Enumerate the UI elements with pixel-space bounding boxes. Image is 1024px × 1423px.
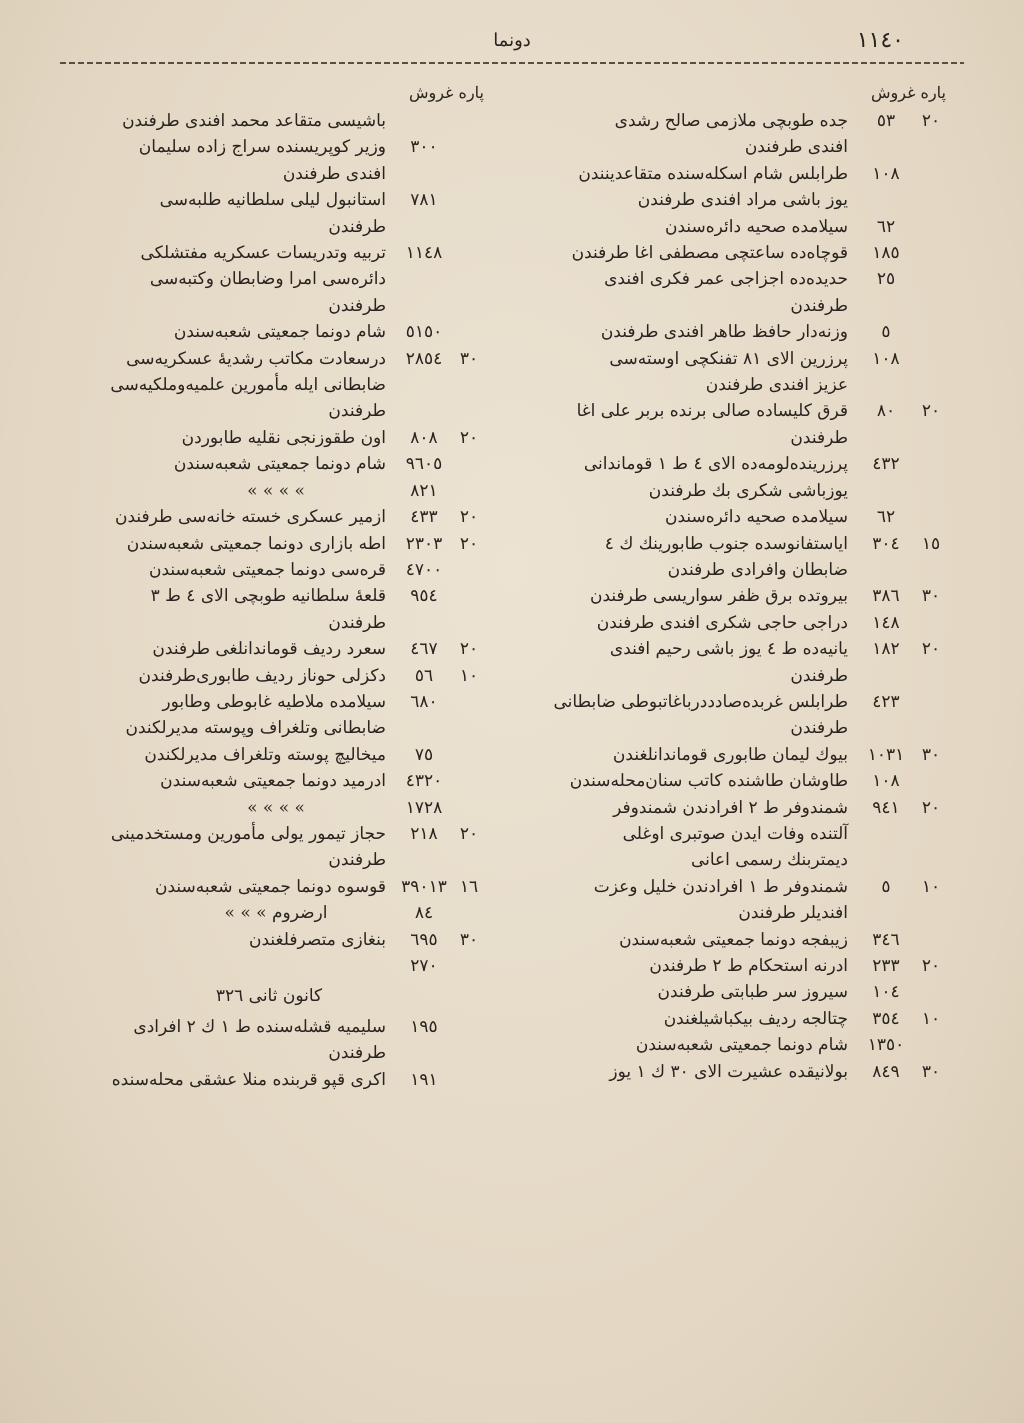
ledger-entry — [516, 636, 946, 689]
entry-line: پرزرین الای ٨١ تفنکچی اوسته‌سی — [609, 348, 848, 369]
kurus-amount: ٣٠٠ — [410, 137, 438, 158]
kurus-amount: ١٨٥ — [872, 243, 900, 264]
entry-line: جده طوبچی ملازمی صالح رشدی — [614, 111, 848, 131]
entry-line: ضابطان وافرادی طرفندن — [667, 559, 848, 580]
kurus-amount: ٢٥ — [876, 269, 896, 290]
ledger-entry — [516, 795, 946, 874]
kurus-amount: ٢٨٥٤ — [405, 348, 443, 369]
entry-text — [516, 636, 856, 689]
entry-line: طاوشان طاشنده کاتب سنان‌محله‌سندن — [569, 771, 848, 792]
para-amount: ٢٠ — [921, 111, 941, 131]
entry-line: دراجی حاجی شکری افندی طرفندن — [596, 612, 848, 633]
para-amount: ٣٠ — [459, 929, 479, 950]
ledger-entry — [54, 768, 484, 794]
ledger-entry — [516, 768, 946, 794]
entry-line: افندی طرفندن — [282, 163, 386, 184]
kurus-amount: ١٠٨ — [872, 163, 900, 184]
entry-line: تربیه وتدریسات عسکریه مفتشلکی — [140, 243, 386, 264]
entry-line: شمندوفر ط ١ افرادندن خلیل وعزت — [593, 876, 848, 897]
ledger-entry — [54, 478, 484, 504]
entry-line: شمندوفر ط ٢ افرادندن شمندوفر — [613, 797, 848, 818]
para-amount: ٢٠ — [921, 401, 941, 422]
page-header — [60, 28, 964, 62]
ledger-entry — [516, 1059, 946, 1085]
ditto-marks: ارضروم » » » — [224, 903, 328, 924]
ledger-entry — [516, 610, 946, 636]
entry-text — [516, 768, 856, 794]
ledger-entry — [516, 398, 946, 451]
kurus-amount: ٤٦٧ — [410, 639, 438, 660]
entry-line: طرفندن — [328, 850, 386, 871]
kurus-amount: ٦٢ — [876, 507, 896, 528]
entry-text — [516, 953, 856, 979]
ledger-entry — [54, 108, 484, 134]
ledger-entry — [54, 953, 484, 979]
kurus-amount: ٨٤٩ — [872, 1061, 900, 1082]
entry-text — [54, 636, 394, 662]
entry-line: استانبول لیلی سلطانیه طلبه‌سی — [159, 190, 386, 211]
kurus-amount: ٩٦٠٥ — [405, 454, 443, 475]
entry-line: قوسوه دونما جمعیتی شعبه‌سندن — [154, 876, 386, 897]
para-amount: ١٦ — [459, 876, 479, 897]
ledger-entry — [516, 1032, 946, 1058]
ditto-marks: » » » » — [247, 480, 305, 501]
kurus-amount: ١٧٢٨ — [405, 797, 443, 818]
entry-line: سیلامده صحیه دائره‌سندن — [664, 507, 848, 528]
entry-line: اون طقوزنجی نقلیه طابوردن — [181, 427, 386, 448]
page-number: ١١٤٠ — [856, 28, 904, 53]
entry-line: یوز باشی مراد افندی طرفندن — [637, 190, 848, 211]
kurus-amount: ٩٥٤ — [410, 586, 438, 607]
entry-text — [54, 689, 394, 742]
kurus-amount: ٢٣٠٣ — [405, 533, 443, 554]
entry-text — [54, 531, 394, 557]
para-amount: ١٠ — [921, 876, 941, 897]
entry-line: طرفندن — [328, 612, 386, 633]
ledger-entry — [516, 504, 946, 530]
entry-line: ازمیر عسکری خسته خانه‌سی طرفندن — [115, 507, 386, 528]
ledger-entry — [54, 134, 484, 187]
entry-text — [54, 134, 394, 187]
entry-line: اکری قپو قربنده منلا عشقی محله‌سنده — [111, 1069, 386, 1090]
entry-line: طرفندن — [790, 665, 848, 686]
kurus-amount: ١٠٤ — [872, 982, 900, 1003]
entry-text — [516, 214, 856, 240]
entry-line: ایاستفانوسده جنوب طابورینك ك ٤ — [604, 533, 848, 554]
left-column — [54, 80, 484, 1093]
entry-line: اطه بازاری دونما جمعیتی شعبه‌سندن — [126, 533, 386, 554]
kurus-amount: ٨٠٨ — [410, 427, 438, 448]
entry-text — [54, 557, 394, 583]
entry-line: ضابطانی وتلغراف وپوسته مدیرلکندن — [125, 718, 386, 739]
entry-line: حدیده‌ده اجزاجی عمر فکری افندی — [604, 269, 848, 290]
kurus-amount: ٩٤١ — [872, 797, 900, 818]
entry-text — [54, 425, 394, 451]
ledger-entry — [54, 504, 484, 530]
kurus-amount: ١٠٣١ — [867, 744, 905, 765]
ledger-entry — [54, 927, 484, 953]
para-amount: ٢٠ — [921, 639, 941, 660]
entry-line: قلعهٔ سلطانیه طوبچی الای ٤ ط ٣ — [150, 586, 386, 607]
entry-text — [54, 346, 394, 425]
ledger-entry — [54, 1014, 484, 1067]
entry-line: افندی طرفندن — [744, 137, 848, 158]
ledger-entry — [54, 663, 484, 689]
entry-text — [516, 1006, 856, 1032]
para-amount: ١٠ — [459, 665, 479, 686]
ledger-entry — [516, 451, 946, 504]
entry-line: قوچاه‌ده ساعتچی مصطفی اغا طرفندن — [571, 243, 848, 264]
entry-text — [54, 874, 394, 900]
entry-text — [516, 346, 856, 399]
entry-line: آلتنده وفات ایدن صوتبری اوغلی — [622, 823, 848, 844]
ledger-entry — [516, 689, 946, 742]
entry-text — [54, 504, 394, 530]
entry-text — [516, 504, 856, 530]
entry-text — [516, 266, 856, 319]
entry-line: وزنه‌دار حافظ طاهر افندی طرفندن — [600, 322, 848, 343]
ledger-entry — [516, 266, 946, 319]
kurus-amount: ٣٠٤ — [872, 533, 900, 554]
ledger-entry — [54, 346, 484, 425]
entry-line: بولانیقده عشیرت الای ٣٠ ك ١ یوز — [609, 1061, 848, 1082]
ledger-entry — [516, 1006, 946, 1032]
entry-line: دیمتربنك رسمی اعانی — [690, 850, 848, 871]
kurus-amount: ١٨٢ — [872, 639, 900, 660]
entry-line: طرفندن — [790, 718, 848, 739]
ledger-entry — [516, 742, 946, 768]
ledger-entry — [54, 742, 484, 768]
ledger-entry — [516, 214, 946, 240]
kurus-amount: ٥٦ — [414, 665, 434, 686]
entry-text — [54, 1067, 394, 1093]
kurus-amount: ١٩١ — [410, 1069, 438, 1090]
kurus-amount: ٥ — [881, 322, 891, 343]
ditto-marks: » » » » — [247, 797, 305, 818]
kurus-amount: ٦٩٥ — [410, 929, 438, 950]
entry-text — [516, 689, 856, 742]
entry-text — [54, 821, 394, 874]
entry-line: وزیر کوپریسنده سراج زاده سلیمان — [138, 137, 386, 158]
ledger-entry — [516, 583, 946, 609]
para-amount: ٣٠ — [921, 744, 941, 765]
entry-line: حجاز تیمور یولی مأمورین ومستخدمینی — [110, 823, 386, 844]
ledger-entry — [516, 531, 946, 584]
entry-line: شام دونما جمعیتی شعبه‌سندن — [173, 322, 386, 343]
ledger-entry — [54, 451, 484, 477]
entry-line: میخالیچ پوسته وتلغراف مدیرلکندن — [144, 744, 386, 765]
entry-line: قرق کلیساده صالی برنده بربر علی اغا — [576, 401, 848, 422]
entry-line: طرفندن — [790, 427, 848, 448]
entry-line: بیروتده برق ظفر سواریسی طرفندن — [589, 586, 848, 607]
entry-text — [516, 398, 856, 451]
para-amount: ٣٠ — [921, 1061, 941, 1082]
entry-text — [516, 795, 856, 874]
entry-line: زیبفجه دونما جمعیتی شعبه‌سندن — [619, 929, 848, 950]
entry-line: طرفندن — [328, 216, 386, 237]
kurus-amount: ١١٤٨ — [405, 243, 443, 264]
units-header: پاره غروش — [409, 83, 484, 102]
kurus-amount: ٤٣٢٠ — [405, 771, 443, 792]
ledger-entry — [54, 583, 484, 636]
entry-text — [54, 795, 394, 821]
ledger-entry — [54, 425, 484, 451]
kurus-amount: ٣٥٤ — [872, 1008, 900, 1029]
kurus-amount: ٤٢٣ — [872, 691, 900, 712]
entry-line: شام دونما جمعیتی شعبه‌سندن — [635, 1035, 848, 1056]
entry-line: سلیمیه قشله‌سنده ط ١ ك ٢ افرادی — [133, 1016, 386, 1037]
ledger-entry — [54, 187, 484, 240]
section-heading: كانون ثانى ٣٢٦ — [215, 986, 323, 1007]
ledger-entry — [54, 240, 484, 319]
entry-line: دائره‌سی امرا وضابطان وکتبه‌سی — [149, 269, 386, 290]
kurus-amount: ٣٨٦ — [872, 586, 900, 607]
entry-text — [54, 319, 394, 345]
kurus-amount: ٥١٥٠ — [405, 322, 443, 343]
kurus-amount: ١٠٨ — [872, 771, 900, 792]
ledger-entry — [54, 531, 484, 557]
entry-line: طرفندن — [790, 295, 848, 316]
entry-text — [54, 108, 394, 134]
para-amount: ١٠ — [921, 1008, 941, 1029]
kurus-amount: ٨٠ — [876, 401, 896, 422]
entry-text — [516, 979, 856, 1005]
ledger-entry — [54, 821, 484, 874]
kurus-amount: ٧٨١ — [410, 190, 438, 211]
entry-text — [516, 583, 856, 609]
entry-text — [516, 927, 856, 953]
entry-line: ادرمید دونما جمعیتی شعبه‌سندن — [160, 771, 386, 792]
ledger-entry — [54, 795, 484, 821]
entry-line: پرزرینده‌لومه‌ده الای ٤ ط ١ قوماندانی — [583, 454, 848, 475]
entry-text — [54, 451, 394, 477]
entry-line: یوزباشی شکری بك طرفندن — [648, 480, 848, 501]
para-amount: ٢٠ — [459, 823, 479, 844]
kurus-amount: ٥ — [881, 876, 891, 897]
units-header: پاره غروش — [871, 83, 946, 102]
entry-text — [516, 108, 856, 161]
ledger-entry — [516, 979, 946, 1005]
entry-line: شام دونما جمعیتی شعبه‌سندن — [173, 454, 386, 475]
ledger-entry — [516, 953, 946, 979]
kurus-amount: ٧٥ — [414, 744, 434, 765]
running-title: دونما — [493, 30, 531, 51]
kurus-amount: ٦٨٠ — [410, 691, 438, 712]
entry-line: درسعادت مکاتب رشدیهٔ عسکریه‌سی — [126, 348, 386, 369]
entry-line: طرفندن — [328, 401, 386, 422]
entry-text — [516, 161, 856, 214]
entry-text — [54, 187, 394, 240]
entry-line: سیروز سر طبابتی طرفندن — [657, 982, 848, 1003]
ledger-entry — [54, 636, 484, 662]
kurus-amount: ٢٧٠ — [410, 956, 438, 976]
entry-text — [516, 1032, 856, 1058]
ledger-entry — [516, 319, 946, 345]
entry-text — [54, 583, 394, 636]
kurus-amount: ٢٣٣ — [872, 956, 900, 976]
ledger-entry — [516, 108, 946, 161]
kurus-amount: ٦٢ — [876, 216, 896, 237]
kurus-amount: ٤٧٠٠ — [405, 559, 443, 580]
kurus-amount: ١٩٥ — [410, 1016, 438, 1037]
entry-text — [516, 1059, 856, 1085]
entry-line: یانیه‌ده ط ٤ یوز باشی رحیم افندی — [609, 639, 848, 660]
entry-text — [516, 610, 856, 636]
kurus-amount: ٣٩٠١٣ — [401, 876, 447, 897]
para-amount: ٢٠ — [921, 797, 941, 818]
kurus-amount: ٨٢١ — [410, 480, 438, 501]
entry-line: باشیسی متقاعد محمد افندی طرفندن — [122, 111, 386, 131]
kurus-amount: ٣٤٦ — [872, 929, 900, 950]
entry-line: بنغازی متصرفلغندن — [248, 929, 386, 950]
entry-text — [54, 900, 394, 926]
para-amount: ٢٠ — [459, 507, 479, 528]
entry-line: ضابطانی ایله مأمورین علمیه‌وملکیه‌سی — [110, 375, 386, 396]
ledger-entry — [54, 319, 484, 345]
entry-line: دکزلی حوناز ردیف طابوری‌طرفندن — [138, 665, 386, 686]
para-amount: ٢٠ — [459, 427, 479, 448]
para-amount: ٣٠ — [921, 586, 941, 607]
ledger-entry — [516, 927, 946, 953]
entry-line: سیلامده صحیه دائره‌سندن — [664, 216, 848, 237]
entry-text — [54, 742, 394, 768]
entry-line: قره‌سی دونما جمعیتی شعبه‌سندن — [149, 559, 386, 580]
ledger-entry — [516, 874, 946, 927]
entry-line: ادرنه استحکام ط ٢ طرفندن — [649, 956, 848, 976]
kurus-amount: ٥٣ — [876, 111, 896, 131]
ledger-entry — [54, 1067, 484, 1093]
header-rule — [60, 62, 964, 64]
entry-line: چتالجه ردیف بیکباشیلغندن — [663, 1008, 848, 1029]
entry-text — [54, 240, 394, 319]
ledger-entry — [54, 689, 484, 742]
entry-text — [516, 874, 856, 927]
para-amount: ٢٠ — [921, 956, 941, 976]
entry-text — [54, 927, 394, 953]
entry-text — [54, 478, 394, 504]
entry-line: طرفندن — [328, 295, 386, 316]
kurus-amount: ٤٣٢ — [872, 454, 900, 475]
entry-text — [54, 663, 394, 689]
para-amount: ٢٠ — [459, 533, 479, 554]
kurus-amount: ١٣٥٠ — [867, 1035, 905, 1056]
entry-line: طرابلس غربده‌صادددرباغاتبوطی ضابطانی — [553, 691, 848, 712]
entry-line: بیوك لیمان طابوری قوماندانلغندن — [612, 744, 848, 765]
entry-text — [516, 240, 856, 266]
kurus-amount: ٤٣٣ — [410, 507, 438, 528]
kurus-amount: ١٠٨ — [872, 348, 900, 369]
kurus-amount: ٨٤ — [414, 903, 434, 924]
entry-text — [54, 768, 394, 794]
entry-text — [516, 531, 856, 584]
entry-text — [516, 451, 856, 504]
entry-line: طرفندن — [328, 1043, 386, 1064]
para-amount: ١٥ — [921, 533, 941, 554]
kurus-amount: ١٤٨ — [872, 612, 900, 633]
entry-text — [54, 1014, 394, 1067]
entry-line: سعرد ردیف قوماندانلغی طرفندن — [152, 639, 386, 660]
ledger-entry — [516, 161, 946, 214]
ledger-entry — [54, 874, 484, 900]
ledger-entry — [54, 900, 484, 926]
entry-line: طرابلس شام اسکله‌سنده متقاعدینندن — [578, 163, 848, 184]
ledger-entry — [516, 240, 946, 266]
para-amount: ٣٠ — [459, 348, 479, 369]
entry-line: سیلامده ملاطیه غابوطی وطابور — [162, 691, 386, 712]
entry-text — [516, 319, 856, 345]
entry-text — [516, 742, 856, 768]
kurus-amount: ٢١٨ — [410, 823, 438, 844]
entry-line: افندیلر طرفندن — [738, 903, 848, 924]
ledger-entry — [54, 557, 484, 583]
ledger-entry — [516, 346, 946, 399]
entry-line: عزیز افندی طرفندن — [705, 375, 848, 396]
para-amount: ٢٠ — [459, 639, 479, 660]
right-column — [516, 80, 946, 1085]
